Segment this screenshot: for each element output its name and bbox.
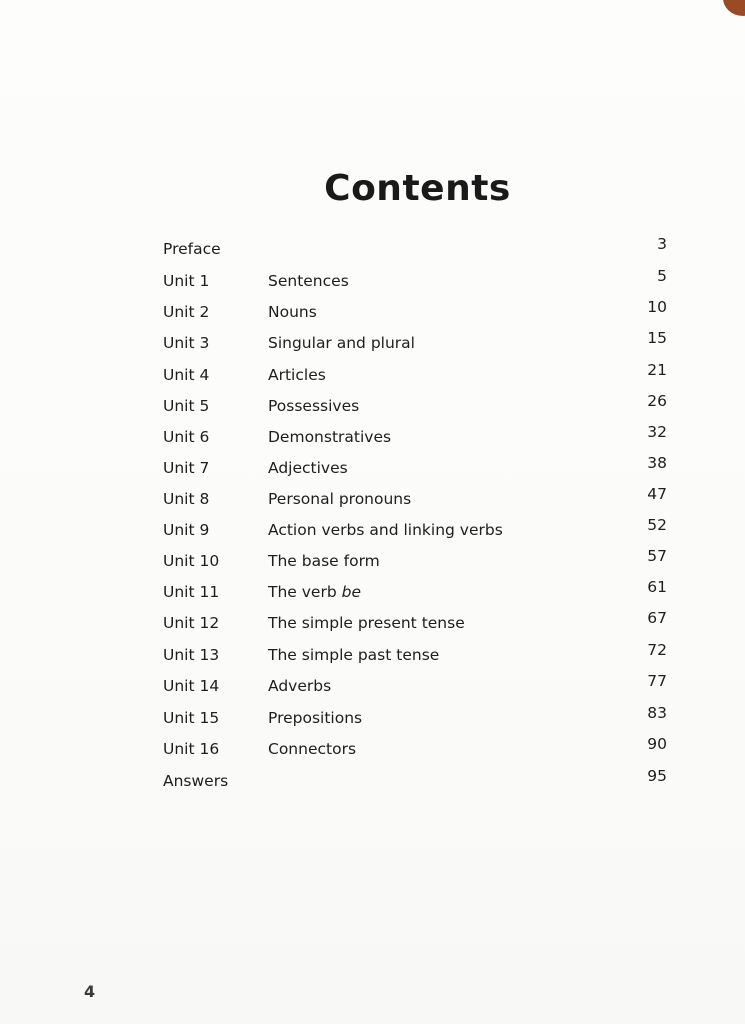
toc-entry bbox=[0, 735, 745, 766]
toc-entry bbox=[0, 641, 745, 672]
toc-page-number: 83 bbox=[647, 704, 667, 722]
toc-page-number: 67 bbox=[647, 609, 667, 627]
toc-entry bbox=[0, 298, 745, 329]
toc-unit-label: Unit 5 bbox=[163, 397, 210, 415]
toc-page-number: 26 bbox=[647, 392, 667, 410]
toc-page-number: 5 bbox=[657, 267, 667, 285]
toc-topic bbox=[268, 303, 317, 321]
toc-entry bbox=[0, 485, 745, 516]
toc-topic bbox=[268, 614, 465, 632]
toc-page-number: 15 bbox=[647, 329, 667, 347]
toc-page-number: 95 bbox=[647, 767, 667, 785]
toc-entry bbox=[0, 609, 745, 640]
toc-page-number: 61 bbox=[647, 578, 667, 596]
toc-unit-label: Unit 10 bbox=[163, 552, 220, 570]
toc-unit-label: Unit 12 bbox=[163, 614, 220, 632]
toc-topic bbox=[268, 521, 503, 539]
toc-topic bbox=[268, 428, 391, 446]
toc-topic-text: The simple past tense bbox=[268, 646, 440, 664]
toc-entry bbox=[0, 516, 745, 547]
toc-topic bbox=[268, 334, 415, 352]
toc-entry bbox=[0, 578, 745, 609]
toc-unit-label: Unit 2 bbox=[163, 303, 210, 321]
toc-page-number: 32 bbox=[647, 423, 667, 441]
toc-page-number: 47 bbox=[647, 485, 667, 503]
page-title-text: Contents bbox=[324, 168, 511, 209]
toc-unit-label: Unit 14 bbox=[163, 677, 220, 695]
toc-entry bbox=[0, 704, 745, 735]
toc-topic-text: Demonstratives bbox=[268, 428, 392, 446]
toc-topic-text: Nouns bbox=[268, 303, 317, 321]
toc-topic bbox=[268, 709, 362, 727]
toc-topic bbox=[268, 552, 380, 570]
toc-topic-text: The simple present tense bbox=[268, 614, 465, 632]
toc-topic bbox=[268, 397, 359, 415]
toc-topic-text: Action verbs and linking verbs bbox=[268, 521, 503, 539]
toc-unit-label: Preface bbox=[163, 240, 221, 258]
toc-page-number: 21 bbox=[647, 361, 667, 379]
toc-entry bbox=[0, 235, 745, 266]
toc-topic bbox=[268, 366, 326, 384]
toc-topic-text: The verb bbox=[268, 583, 337, 601]
toc-topic-emphasis: be bbox=[341, 583, 361, 601]
page-number: 4 bbox=[84, 982, 96, 1001]
toc-topic-text: Adjectives bbox=[268, 459, 348, 477]
toc-topic-text: Sentences bbox=[268, 272, 349, 290]
toc-unit-label: Unit 8 bbox=[163, 490, 210, 508]
toc-page-number: 90 bbox=[647, 735, 667, 753]
toc-entry bbox=[0, 423, 745, 454]
toc-topic bbox=[268, 583, 361, 601]
toc-entry bbox=[0, 361, 745, 392]
toc-topic-text: Adverbs bbox=[268, 677, 332, 695]
toc-topic bbox=[268, 490, 411, 508]
toc-entry bbox=[0, 547, 745, 578]
toc-unit-label: Unit 15 bbox=[163, 709, 220, 727]
toc-page-number: 57 bbox=[647, 547, 667, 565]
toc-topic bbox=[268, 740, 356, 758]
toc-entry bbox=[0, 767, 745, 798]
toc-topic-text: Personal pronouns bbox=[268, 490, 412, 508]
toc-topic-text: Singular and plural bbox=[268, 334, 415, 352]
toc-topic-text: The base form bbox=[268, 552, 380, 570]
toc-entry bbox=[0, 392, 745, 423]
toc-page-number: 10 bbox=[647, 298, 667, 316]
toc-unit-label: Unit 3 bbox=[163, 334, 210, 352]
toc-page-number: 52 bbox=[647, 516, 667, 534]
toc-page-number: 72 bbox=[647, 641, 667, 659]
toc-unit-label: Unit 7 bbox=[163, 459, 210, 477]
toc-unit-label: Unit 9 bbox=[163, 521, 210, 539]
toc-entry bbox=[0, 267, 745, 298]
toc-page-number: 77 bbox=[647, 672, 667, 690]
toc-unit-label: Unit 4 bbox=[163, 366, 210, 384]
toc-topic bbox=[268, 677, 331, 695]
toc-topic-text: Articles bbox=[268, 366, 326, 384]
toc-unit-label: Unit 1 bbox=[163, 272, 210, 290]
toc-topic bbox=[268, 272, 349, 290]
toc-topic bbox=[268, 646, 439, 664]
toc-entry bbox=[0, 672, 745, 703]
toc-topic-text: Prepositions bbox=[268, 709, 363, 727]
toc-unit-label: Unit 11 bbox=[163, 583, 220, 601]
toc-unit-label: Unit 6 bbox=[163, 428, 210, 446]
toc-page-number: 3 bbox=[657, 235, 667, 253]
toc-topic-text: Possessives bbox=[268, 397, 360, 415]
toc-unit-label: Unit 13 bbox=[163, 646, 220, 664]
toc-unit-label: Answers bbox=[163, 772, 229, 790]
toc-entry bbox=[0, 329, 745, 360]
toc-page-number: 38 bbox=[647, 454, 667, 472]
toc-unit-label: Unit 16 bbox=[163, 740, 220, 758]
toc-entry bbox=[0, 454, 745, 485]
toc-topic bbox=[268, 459, 348, 477]
toc-topic-text: Connectors bbox=[268, 740, 357, 758]
